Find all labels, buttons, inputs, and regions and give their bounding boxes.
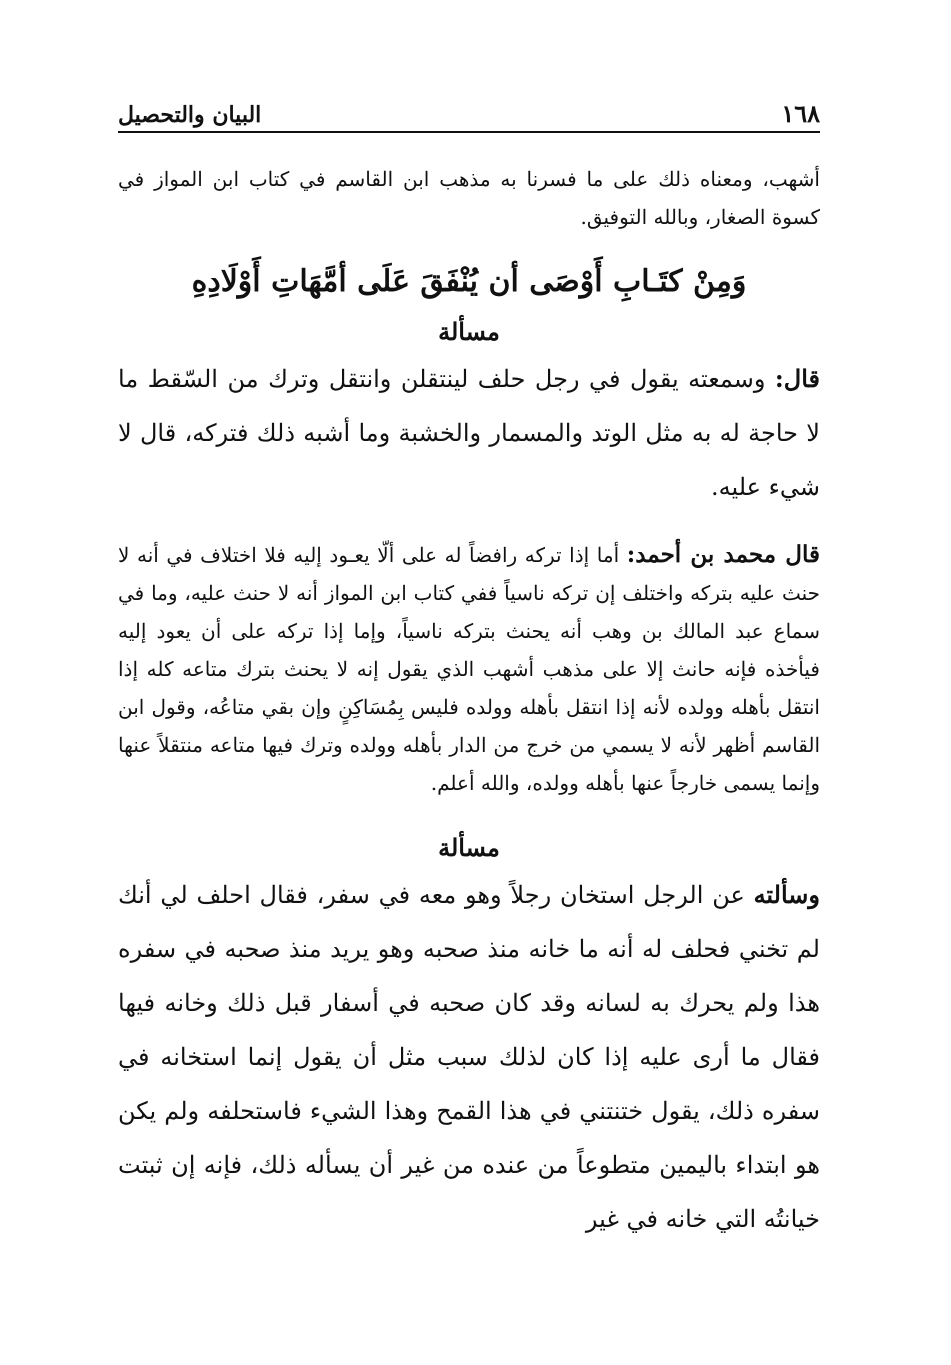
header-rule <box>118 131 820 133</box>
issue-paragraph-2 <box>118 868 820 1246</box>
intro-paragraph: أشهب، ومعناه ذلك على ما فسرنا به مذهب ابن القاسم في كتاب ابن المواز في كسوة الصغار، وبالله التوفيق. <box>118 167 820 229</box>
spacer <box>118 514 820 536</box>
page-body <box>118 160 820 1246</box>
commentary-text: أما إذا تركه رافضاً له على ألّا يعـود إليه فلا اختلاف في أنه لا حنث عليه بتركه واختلف إن تركه ناسياً ففي كتاب ابن المواز أنه لا حنث عليه، وما في سماع عبد المالك بن وهب أنه يحنث بتركه ناسياً، وإما إذا تركه على أن يعود إليه فيأخذه فإنه حانث إلا على مذهب أشهب الذي يقول إنه لا يحنث بترك متاعه كله إذا انتقل بأهله وولده لأنه إذا انتقل بأهله وولده فليس بِمُسَاكِنٍ وإن بقي متاعُه، وقول ابن القاسم أظهر لأنه لا يسمي من خرج من الدار بأهله وولده وترك فيها متاعه منتقلاً عنها وإنما يسمى خارجاً عنها بأهله وولده، والله أعلم. <box>118 543 820 795</box>
commentary-paragraph <box>118 536 820 802</box>
page-header <box>118 90 820 128</box>
issue-paragraph-1 <box>118 352 820 514</box>
issue-lead-2: وسألته <box>753 880 820 909</box>
running-title: البيان والتحصيل <box>118 102 262 128</box>
page-number: ١٦٨ <box>781 99 820 128</box>
issue-lead-1: قال: <box>774 364 820 393</box>
chapter-title: وَمِنْ كتَـابِ أَوْصَى أن يُنْفَقَ عَلَى أمَّهَاتِ أَوْلَادِهِ <box>191 264 747 299</box>
commentary-lead: قال محمد بن أحمد: <box>626 541 820 568</box>
issue-heading-1: مسألة <box>438 317 500 346</box>
issue-text-1: وسمعته يقول في رجل حلف لينتقلن وانتقل وترك من السّقط ما لا حاجة له به مثل الوتد والمسمار والخشبة وما أشبه ذلك فتركه، قال لا شيء عليه. <box>118 365 820 501</box>
issue-text-2: عن الرجل استخان رجلاً وهو معه في سفر، فقال احلف لي أنك لم تخني فحلف له أنه ما خانه منذ صحبه وهو يريد منذ صحبه في سفره هذا ولم يحرك به لسانه وقد كان صحبه في أسفار قبل ذلك وخانه فيها فقال ما أرى عليه إذا كان لذلك سبب مثل أن يقول إنما استخانه في سفره ذلك، يقول ختنتني في هذا القمح وهذا الشيء فاستحلفه ولم يكن هو ابتداء باليمين متطوعاً من عنده من غير أن يسأله ذلك، فإنه إن ثبتت خيانتُه التي خانه في غير <box>118 881 821 1233</box>
issue-heading-2: مسألة <box>438 833 500 862</box>
